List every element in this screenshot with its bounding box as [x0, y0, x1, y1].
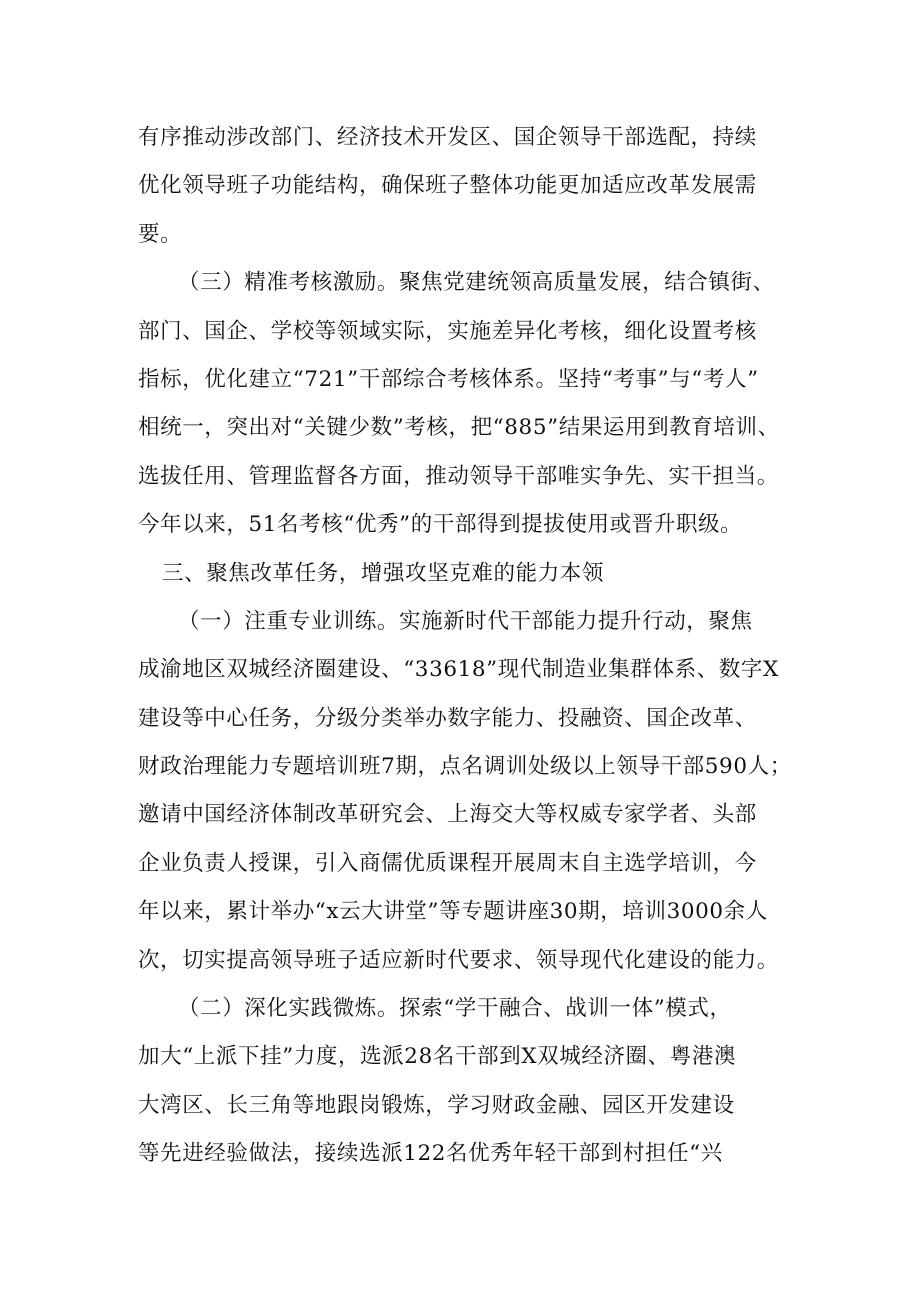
body-text: [138, 114, 798, 1179]
text-line: 今年以来，51名考核“优秀”的干部得到提拔使用或晋升职级。: [138, 512, 743, 538]
text-line: 指标，优化建立“721”干部综合考核体系。坚持“考事”与“考人”: [138, 366, 759, 392]
text-line: 有序推动涉改部门、经济技术开发区、国企领导干部选配，持续: [138, 125, 757, 150]
section-heading-3: （三）精准考核激励。聚焦党建统领高质量发展，结合镇街、: [178, 270, 775, 296]
text-line: 选拔任用、管理监督各方面，推动领导干部唯实争先、实干担当。: [138, 463, 779, 489]
text-line: 等先进经验做法，接续选派122名优秀年轻干部到村担任“兴: [138, 1141, 723, 1167]
text-line: 邀请中国经济体制改革研究会、上海交大等权威专家学者、头部: [138, 802, 757, 828]
text-line: 部门、国企、学校等领域实际，实施差异化考核，细化设置考核: [138, 318, 757, 344]
text-line: 优化领导班子功能结构，确保班子整体功能更加适应改革发展需: [138, 173, 757, 199]
section-heading-2: （二）深化实践微炼。探索“学干融合、战训一体”模式，: [178, 996, 732, 1022]
text-line: 大湾区、长三角等地跟岗锻炼，学习财政金融、园区开发建设: [138, 1092, 735, 1118]
text-line: 财政治理能力专题培训班7期，点名调训处级以上领导干部590人；: [138, 754, 792, 780]
section-heading-1: （一）注重专业训练。实施新时代干部能力提升行动，聚焦: [178, 608, 753, 634]
text-line: 建设等中心任务，分级分类举办数字能力、投融资、国企改革、: [138, 705, 757, 731]
text-line: 相统一，突出对“关键少数”考核，把“885”结果运用到教育培训、: [138, 415, 780, 441]
text-line: 次，切实提高领导班子适应新时代要求、领导现代化建设的能力。: [138, 947, 779, 973]
text-line: 企业负责人授课，引入商儒优质课程开展周末自主选学培训，今: [138, 850, 757, 876]
text-line: 要。: [138, 221, 183, 247]
text-line: 成渝地区双城经济圈建设、“33618”现代制造业集群体系、数字X: [138, 657, 779, 683]
chapter-heading: 三、聚焦改革任务，增强攻坚克难的能力本领: [162, 560, 605, 586]
text-line: 加大“上派下挂”力度，选派28名干部到X双城经济圈、粤港澳: [138, 1044, 737, 1070]
text-line: 年以来，累计举办“x云大讲堂”等专题讲座30期，培训3000余人: [138, 899, 768, 925]
